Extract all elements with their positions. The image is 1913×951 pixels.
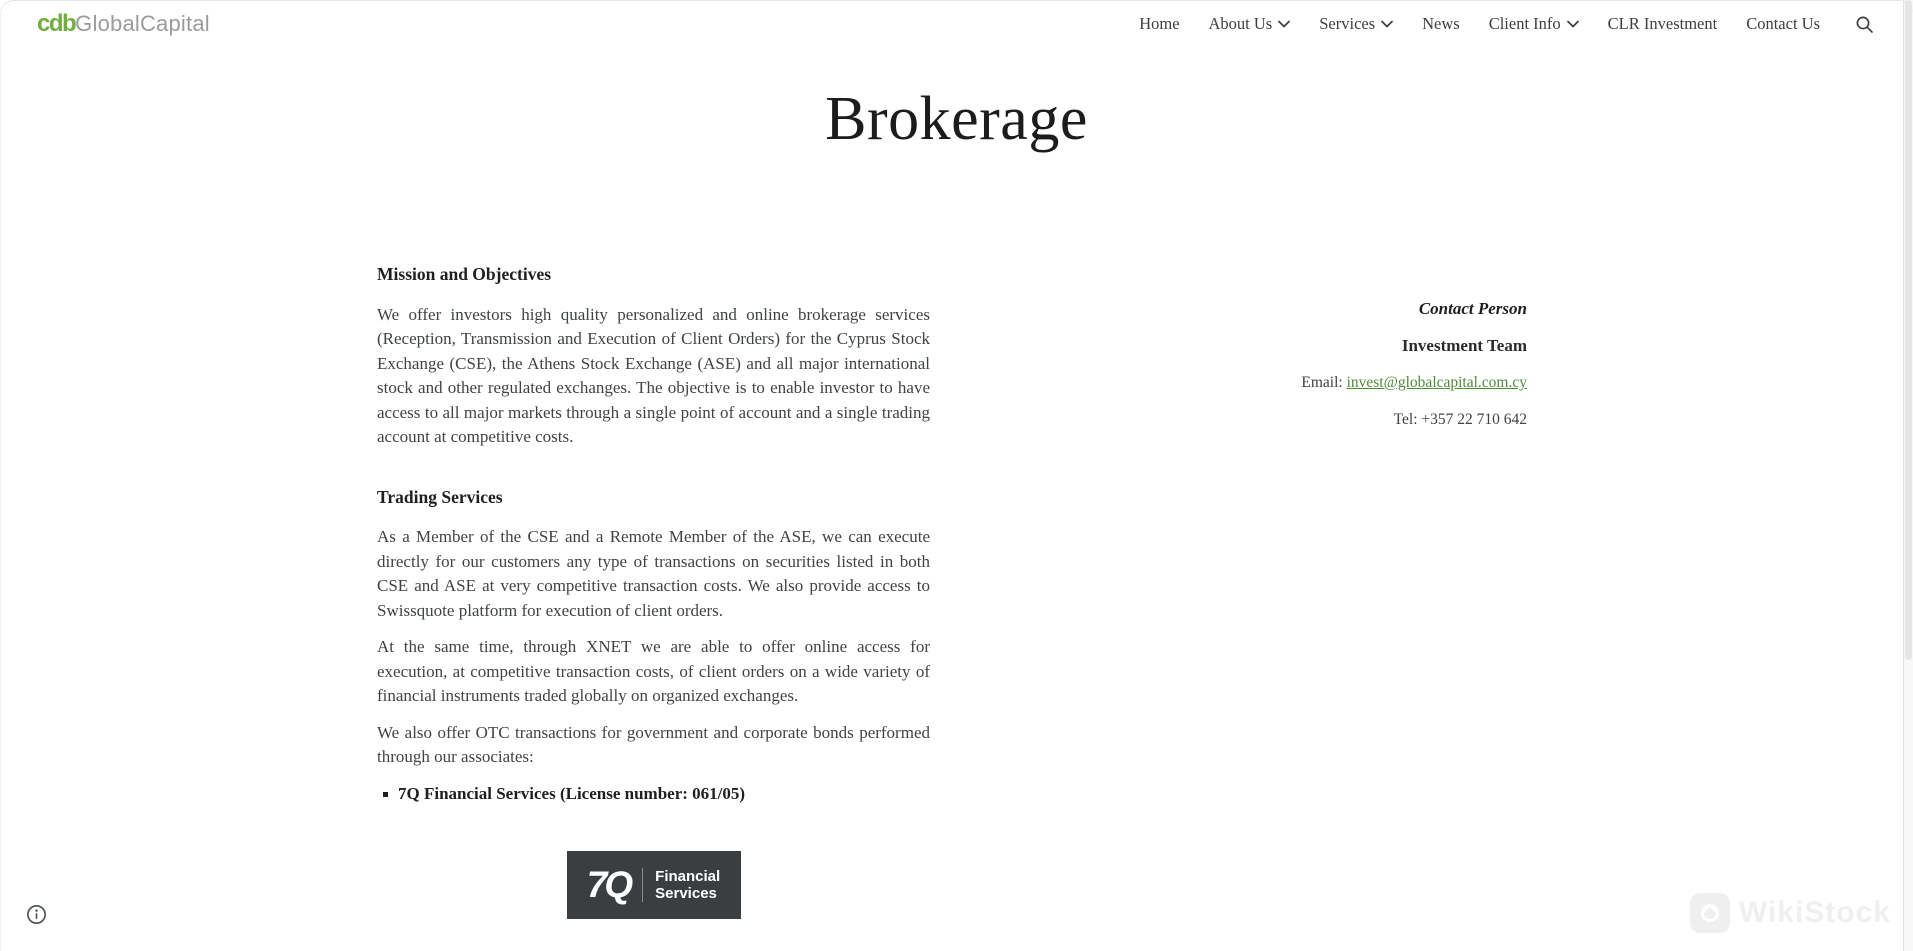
- article-column: [377, 262, 930, 919]
- main-nav: [1139, 13, 1875, 35]
- site-info-button[interactable]: [25, 903, 48, 926]
- 7q-financial-services-logo: [567, 851, 741, 919]
- trading-paragraph-3: We also offer OTC transactions for government and corporate bonds performed through our associates:: [377, 722, 930, 766]
- chevron-down-icon: [1567, 20, 1579, 28]
- nav-contact-us[interactable]: [1746, 14, 1820, 34]
- nav-clr-investment[interactable]: [1608, 14, 1718, 34]
- page-title: Brokerage: [825, 85, 1088, 153]
- contact-email-line: [930, 371, 1527, 395]
- bullet-text: 7Q Financial Services (License number: 061/05): [398, 783, 746, 803]
- list-item: [383, 782, 930, 807]
- 7q-logo-line1: Financial: [655, 868, 721, 885]
- nav-news-label: News: [1422, 14, 1460, 33]
- email-link[interactable]: invest@globalcapital.com.cy: [1346, 374, 1527, 391]
- nav-contact-us-label: Contact Us: [1746, 14, 1820, 33]
- wikistock-badge-icon: [1690, 893, 1730, 933]
- nav-about-us[interactable]: [1209, 14, 1291, 34]
- nav-client-info-label: Client Info: [1488, 14, 1561, 33]
- logo-divider: [642, 868, 643, 902]
- logo-name: GlobalCapital: [75, 11, 210, 36]
- mission-heading: Mission and Objectives: [377, 264, 552, 284]
- trading-heading: Trading Services: [377, 486, 503, 507]
- bullet-square-icon: [383, 792, 388, 797]
- wikistock-text: WikiStock: [1738, 896, 1891, 929]
- chevron-down-icon: [1278, 20, 1290, 28]
- chevron-down-icon: [1381, 20, 1393, 28]
- mission-paragraph: We offer investors high quality personalized and online brokerage services (Reception, Transmission and Execution of Client Orders) for the Cyprus Stock Exchange (CSE), the Athens Stock Exchange (ASE) and all major international stock and other regulated exchanges. The objective is to enable investor to have access to all major markets through a single point of account and a single trading account at competitive costs.: [377, 304, 930, 446]
- contact-person-title: Contact Person: [1418, 299, 1527, 318]
- contact-column: [930, 262, 1527, 919]
- contact-tel-line: Tel: +357 22 710 642: [1393, 411, 1527, 428]
- 7q-logo-text: [655, 868, 720, 902]
- wikistock-watermark: [1690, 893, 1891, 933]
- content-section: [377, 262, 1527, 919]
- trading-paragraph-2: At the same time, through XNET we are able to offer online access for execution, at competitive transaction costs, of client orders on a wide variety of financial instruments traded globally on organized exchanges.: [377, 637, 930, 705]
- logo-mark: cdb: [37, 10, 76, 37]
- search-button[interactable]: [1853, 13, 1875, 35]
- nav-home[interactable]: [1139, 14, 1179, 34]
- nav-home-label: Home: [1139, 14, 1180, 33]
- vertical-scrollbar[interactable]: [1903, 0, 1913, 951]
- nav-services[interactable]: [1319, 14, 1393, 34]
- nav-client-info[interactable]: [1489, 14, 1579, 34]
- site-header: [0, 0, 1903, 48]
- nav-news[interactable]: [1422, 14, 1460, 34]
- search-icon: [1855, 15, 1874, 34]
- site-logo[interactable]: [37, 10, 210, 38]
- trading-paragraph-1: As a Member of the CSE and a Remote Member of the ASE, we can execute directly for our customers any type of transactions on securities listed in both CSE and ASE at very competitive transaction costs. We also provide access to Swissquote platform for execution of client orders.: [377, 527, 930, 620]
- email-label: Email:: [1301, 374, 1347, 391]
- contact-team: Investment Team: [1401, 336, 1527, 355]
- nav-about-us-label: About Us: [1208, 14, 1273, 33]
- nav-clr-investment-label: CLR Investment: [1607, 14, 1718, 33]
- nav-services-label: Services: [1319, 14, 1376, 33]
- scrollbar-thumb[interactable]: [1905, 0, 1912, 660]
- info-icon: [25, 903, 48, 926]
- 7q-logo-mark: 7Q: [586, 863, 631, 905]
- 7q-logo-line2: Services: [655, 885, 717, 902]
